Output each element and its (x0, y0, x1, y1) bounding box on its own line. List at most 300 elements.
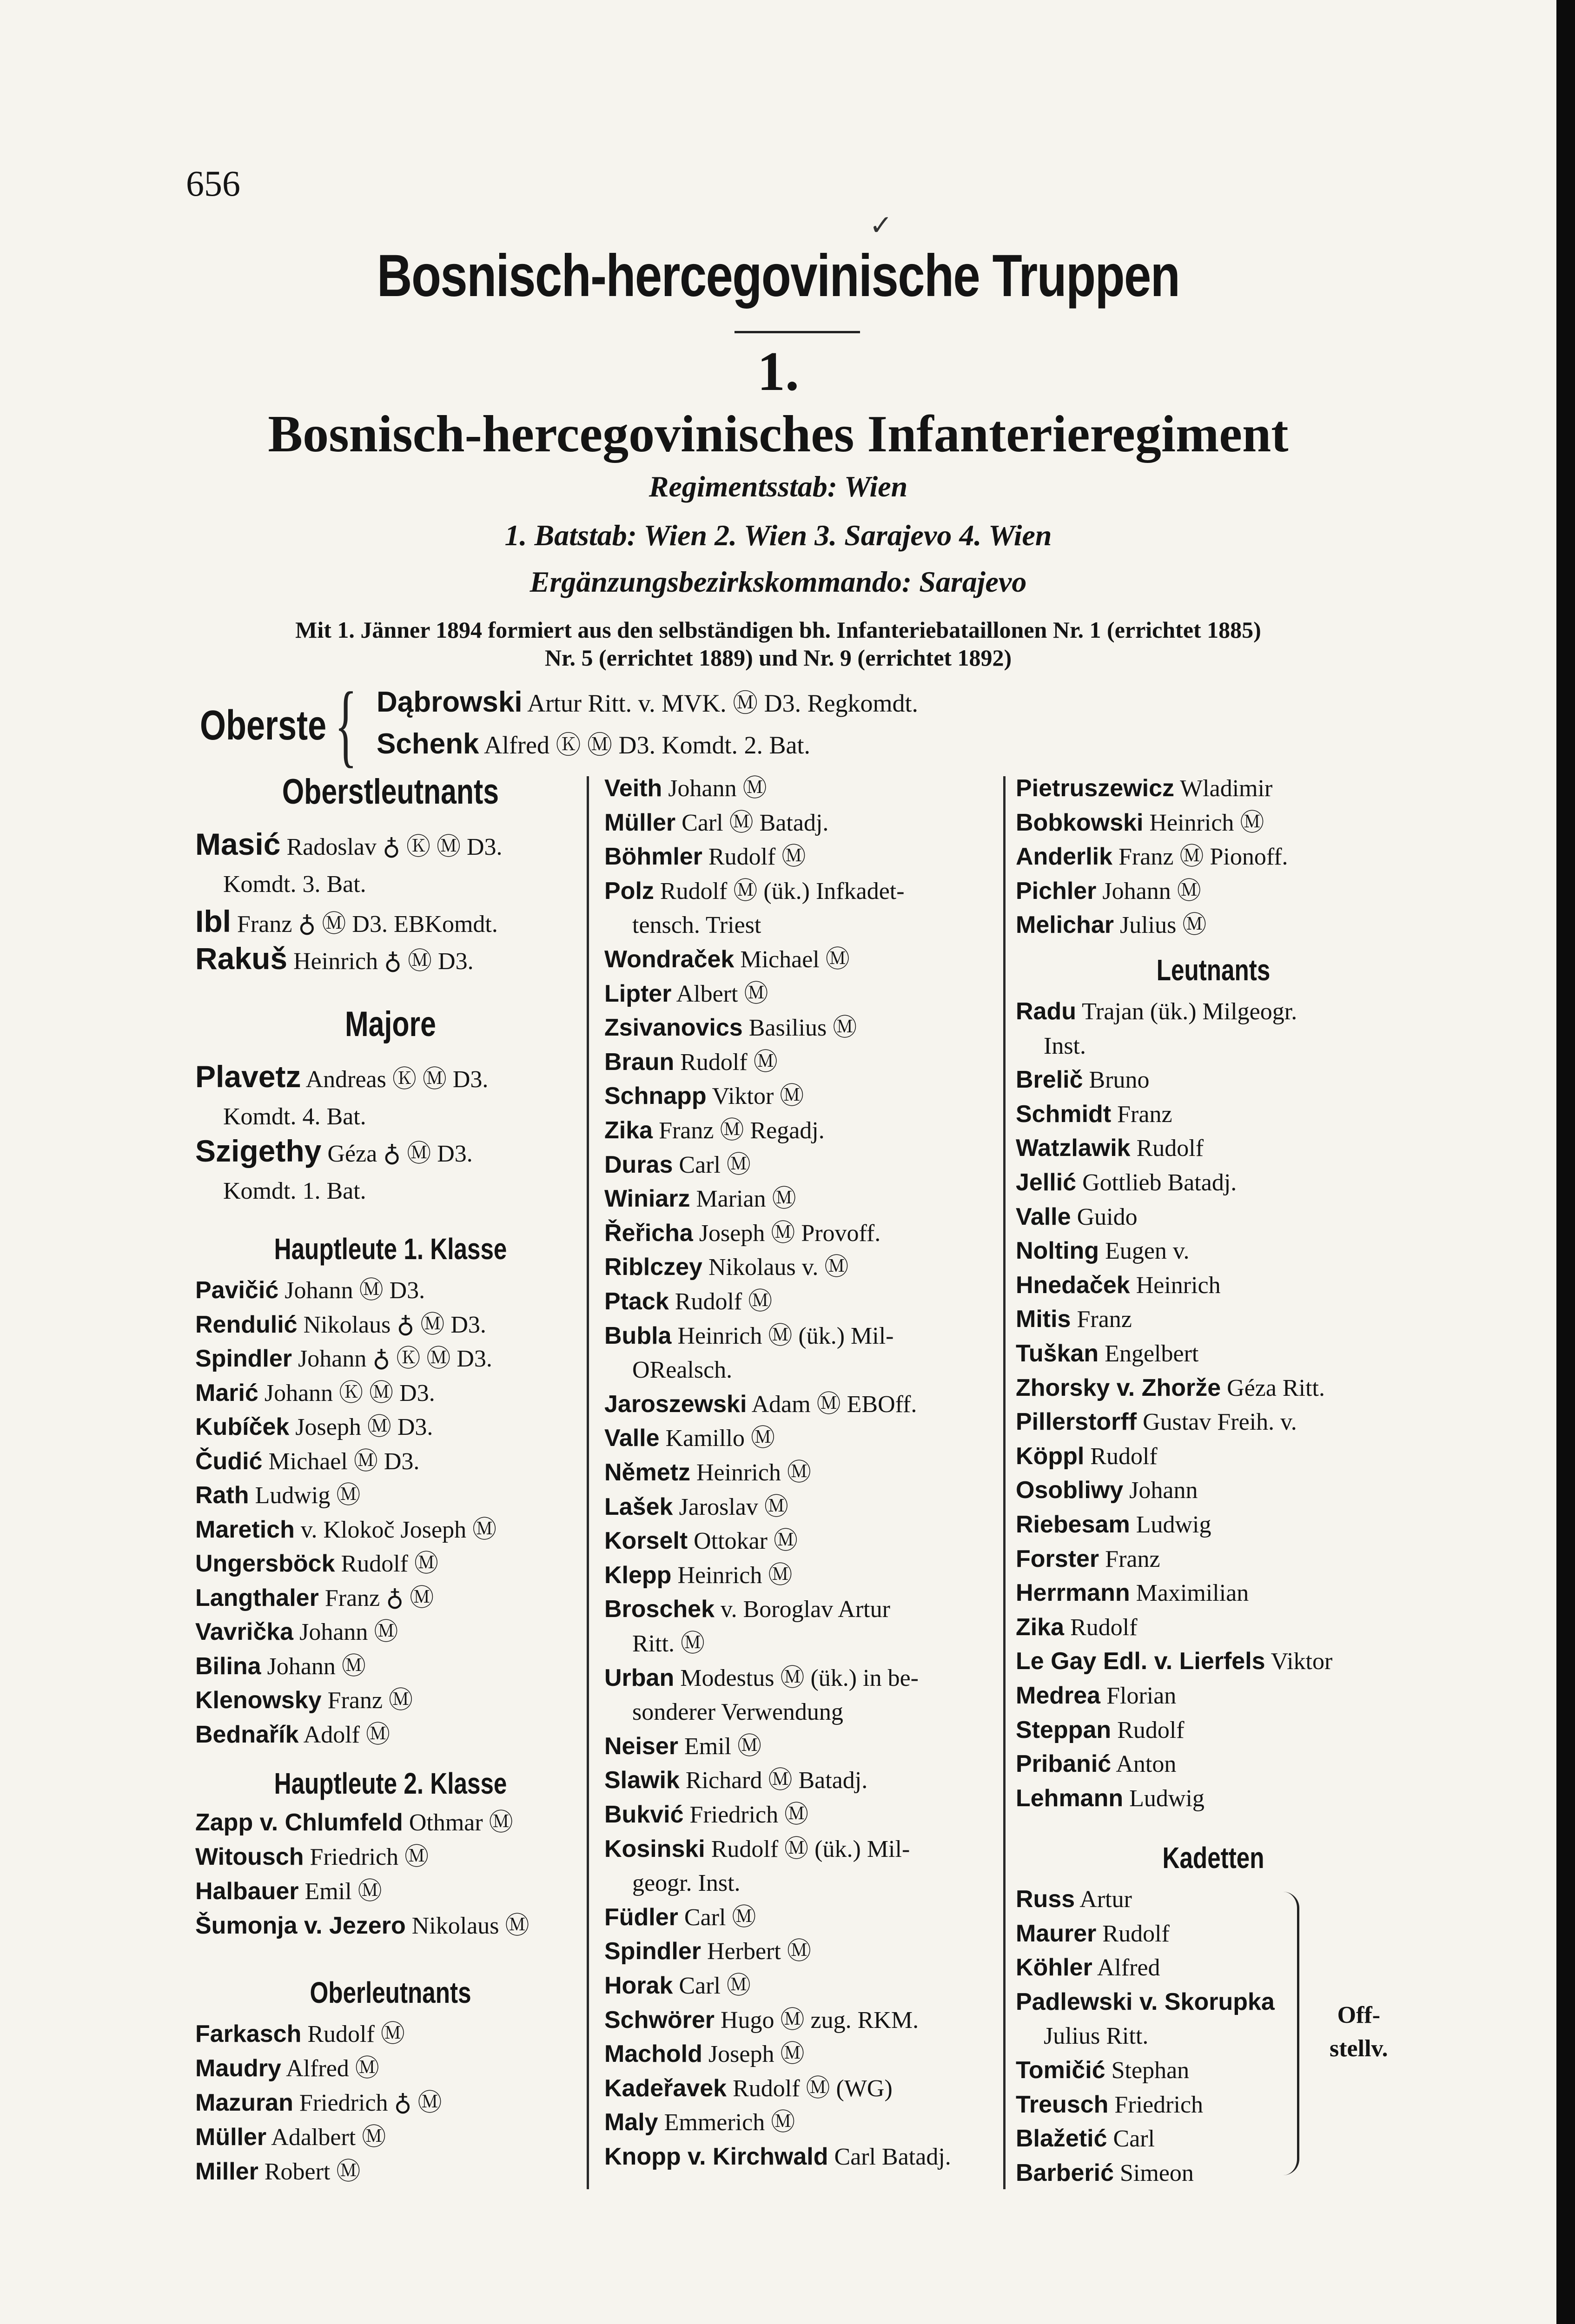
officer-name: Duras (604, 1151, 673, 1178)
officer-name: Pichler (1016, 877, 1097, 905)
officer-details: Johann Ⓚ Ⓜ D3. (264, 1380, 435, 1406)
officer-entry (632, 1353, 732, 1387)
officer-name: Bobkowski (1016, 809, 1144, 836)
officer-details: Gottlieb Batadj. (1082, 1169, 1237, 1196)
column-divider (1003, 776, 1006, 2189)
officer-name: Pavičić (195, 1277, 279, 1304)
officer-entry (1016, 1508, 1211, 1542)
officer-name: Schnapp (604, 1083, 707, 1110)
officer-entry (223, 865, 366, 901)
officer-entry (604, 2106, 795, 2139)
officer-details: Julius Ritt. (1044, 2023, 1149, 2050)
officer-entry (1016, 1097, 1172, 1131)
offstellv-line: stellv. (1330, 2035, 1388, 2062)
officer-name: Langthaler (195, 1584, 319, 1611)
officer-entry (195, 1342, 492, 1376)
officer-details: Rudolf Ⓜ (341, 1551, 438, 1577)
officer-details: Artur Ritt. v. MVK. Ⓜ D3. Regkomdt. (527, 689, 919, 717)
officer-details: Joseph Ⓜ (708, 2041, 805, 2068)
officer-name: Kadeřavek (604, 2074, 727, 2102)
officer-entry (1016, 908, 1206, 942)
officer-name: Urban (604, 1664, 675, 1691)
officer-name: Blažetić (1016, 2125, 1107, 2152)
officer-details: Rudolf Ⓜ (307, 2021, 405, 2047)
officer-details: Heinrich Ⓜ (ük.) Mil- (677, 1322, 894, 1349)
officer-name: Pribanić (1016, 1750, 1112, 1778)
officer-entry (1016, 1439, 1158, 1473)
officer-details: Rudolf Ⓜ (ük.) Infkadet- (660, 878, 905, 905)
officer-entry (1016, 1951, 1160, 1985)
officer-entry (604, 806, 828, 840)
officer-name: Zsivanovics (604, 1014, 743, 1042)
page-title: Bosnisch-hercegovinische Truppen (377, 243, 1180, 309)
officer-entry (1016, 1234, 1190, 1268)
officer-entry (195, 1650, 366, 1684)
officer-entry (604, 1934, 811, 1968)
officer-name: Neiser (604, 1732, 678, 1760)
officer-name: Ibl (195, 904, 231, 938)
officer-name: Tuškan (1016, 1340, 1099, 1367)
officer-entry (1016, 1917, 1170, 1951)
officer-entry (604, 1319, 893, 1353)
officer-name: Russ (1016, 1886, 1075, 1913)
officer-details: Florian (1106, 1683, 1177, 1709)
officer-entry (604, 1832, 910, 1866)
officer-details: Ludwig Ⓜ (255, 1482, 361, 1509)
officer-details: Bruno (1089, 1067, 1150, 1094)
officer-name: Böhmler (604, 843, 702, 871)
officer-details: Franz Ⓜ Regadj. (659, 1117, 825, 1144)
regiment-title: Bosnisch-hercegovinisches Infanterieregiment (268, 405, 1289, 463)
ergaenzungsbezirk: Ergänzungsbezirkskommando: Sarajevo (529, 565, 1027, 598)
officer-details: Friedrich ♁ Ⓜ (299, 2090, 442, 2116)
title-divider (735, 331, 860, 333)
officer-entry (604, 1387, 917, 1421)
officer-details: Johann Ⓜ (299, 1619, 398, 1645)
officer-details: Joseph Ⓜ D3. (295, 1414, 433, 1440)
officer-details: Michael Ⓜ D3. (268, 1448, 420, 1475)
officer-details: Stephan (1111, 2057, 1190, 2084)
officer-entry (632, 1866, 741, 1900)
officer-details: Friedrich Ⓜ (310, 1844, 429, 1870)
officer-name: Šumonja v. Jezero (195, 1912, 406, 1939)
officer-details: ORealsch. (632, 1357, 733, 1384)
officer-details: tensch. Triest (632, 912, 761, 939)
column-divider (587, 776, 589, 2189)
officer-name: Le Gay Edl. v. Lierfels (1016, 1648, 1265, 1675)
officer-entry (1016, 1782, 1204, 1816)
officer-entry (604, 2003, 919, 2037)
officer-name: Schenk (377, 728, 479, 760)
officer-entry (195, 1840, 429, 1874)
officer-entry (604, 1285, 772, 1319)
officer-entry (604, 1558, 792, 1592)
history-note-line-1: Mit 1. Jänner 1894 formiert aus den selbständigen bh. Infanteriebataillonen Nr. 1 (errichtet 1885) (295, 617, 1261, 643)
officer-entry (1016, 2156, 1194, 2190)
officer-details: Emil Ⓜ (684, 1733, 762, 1760)
officer-entry (1016, 2053, 1189, 2087)
officer-entry (195, 1718, 390, 1752)
officer-details: Heinrich Ⓜ (677, 1562, 793, 1589)
officer-name: Steppan (1016, 1716, 1112, 1743)
section-heading: Oberstleutnants (282, 772, 499, 812)
officer-entry (195, 905, 498, 941)
officer-entry (1016, 1747, 1176, 1781)
officer-entry (1016, 2088, 1203, 2122)
officer-details: Viktor (1271, 1648, 1333, 1675)
oberst-entry (377, 683, 918, 719)
officer-details: Ludwig (1136, 1512, 1211, 1538)
officer-details: Franz Ⓜ (327, 1687, 413, 1714)
officer-name: Szigethy (195, 1134, 322, 1168)
officer-details: Othmar Ⓜ (409, 1809, 513, 1836)
officer-details: Franz (1117, 1101, 1172, 1128)
officer-entry (604, 1421, 775, 1455)
officer-entry (1016, 1611, 1138, 1644)
officer-details: Wladimir (1180, 775, 1273, 802)
officer-name: Veith (604, 775, 662, 802)
officer-name: Lašek (604, 1493, 673, 1520)
officer-name: Osobliwy (1016, 1477, 1124, 1504)
officer-entry (604, 943, 850, 977)
officer-entry (604, 1079, 804, 1113)
officer-name: Machold (604, 2040, 702, 2068)
officer-name: Maretich (195, 1516, 295, 1543)
officer-details: Joseph Ⓜ Provoff. (699, 1220, 881, 1247)
officer-details: Ludwig (1129, 1785, 1204, 1812)
officer-entry (195, 2052, 379, 2086)
officer-details: Carl Ⓜ (684, 1904, 756, 1931)
officer-entry (195, 1308, 486, 1342)
officer-entry (632, 1627, 705, 1661)
officer-name: Maly (604, 2109, 658, 2136)
officer-entry (604, 1250, 848, 1284)
officer-name: Lipter (604, 980, 672, 1007)
section-heading: Hauptleute 1. Klasse (274, 1232, 507, 1266)
officer-name: Spindler (604, 1938, 701, 1965)
officer-details: Géza Ritt. (1227, 1374, 1325, 1401)
officer-entry (195, 1615, 398, 1649)
officer-details: Nikolaus Ⓜ (411, 1913, 529, 1939)
officer-name: Medrea (1016, 1682, 1101, 1709)
officer-name: Marić (195, 1379, 258, 1406)
officer-name: Watzlawik (1016, 1135, 1131, 1162)
officer-details: Rudolf (1070, 1614, 1138, 1641)
officer-name: Padlewski v. Skorupka (1016, 1988, 1275, 2015)
officer-entry (604, 1182, 796, 1216)
officer-name: Dąbrowski (377, 686, 523, 718)
officer-name: Rath (195, 1482, 249, 1509)
officer-details: Franz ♁ Ⓜ D3. EBKomdt. (237, 911, 498, 938)
officer-name: Barberić (1016, 2159, 1114, 2186)
officer-name: Knopp v. Kirchwald (604, 2143, 828, 2170)
officer-entry (1016, 1405, 1297, 1439)
officer-name: Maurer (1016, 1920, 1097, 1947)
officer-entry (604, 1730, 761, 1763)
officer-details: Heinrich Ⓜ (1149, 809, 1264, 836)
officer-name: Pillerstorff (1016, 1408, 1137, 1436)
officer-entry (1016, 1200, 1138, 1234)
officer-name: Mazuran (195, 2089, 293, 2116)
officer-details: Alfred (1097, 1954, 1160, 1981)
officer-entry (1016, 772, 1272, 805)
officer-name: Jaroszewski (604, 1390, 747, 1418)
officer-details: Maximilian (1136, 1580, 1249, 1607)
officer-details: Emil Ⓜ (304, 1878, 382, 1905)
officer-name: Plavetz (195, 1059, 301, 1094)
officer-entry (632, 908, 761, 942)
officer-entry (1016, 806, 1264, 840)
offstellv-label (1330, 1999, 1388, 2066)
officer-entry (1016, 1679, 1176, 1713)
officer-entry (195, 1274, 425, 1307)
officer-details: Carl Ⓜ (679, 1973, 751, 1999)
kadetten-brace (1283, 1892, 1299, 2175)
officer-details: Komdt. 1. Bat. (223, 1178, 366, 1204)
officer-name: Wondraček (604, 946, 735, 973)
officer-details: Artur (1079, 1886, 1132, 1913)
officer-name: Bukvić (604, 1801, 684, 1828)
officer-details: Franz ♁ Ⓜ (324, 1585, 434, 1611)
officer-name: Maudry (195, 2055, 281, 2082)
officer-entry (1016, 874, 1201, 908)
officer-details: Modestus Ⓜ (ük.) in be- (680, 1664, 919, 1691)
officer-entry (604, 977, 768, 1011)
officer-details: Heinrich (1136, 1272, 1221, 1299)
officer-details: Komdt. 4. Bat. (223, 1103, 366, 1130)
officer-entry (1016, 1985, 1275, 2019)
officer-entry (195, 2017, 405, 2051)
regiment-number: 1. (757, 340, 799, 402)
officer-name: Tomičić (1016, 2057, 1105, 2084)
corner-mark: ✓ (869, 210, 893, 241)
section-heading: Hauptleute 2. Klasse (274, 1767, 507, 1800)
officer-details: Ottokar Ⓜ (694, 1528, 798, 1555)
officer-details: Julius Ⓜ (1119, 912, 1207, 939)
officer-entry (632, 1695, 843, 1729)
officer-entry (195, 827, 503, 864)
officer-entry (1044, 2019, 1148, 2053)
officer-name: Masić (195, 827, 281, 861)
officer-details: Kamillo Ⓜ (665, 1425, 775, 1452)
section-heading: Oberleutnants (310, 1976, 471, 2009)
officer-details: Ritt. Ⓜ (632, 1631, 705, 1657)
officer-details: Michael Ⓜ (740, 946, 850, 973)
officer-name: Braun (604, 1048, 675, 1076)
officer-entry (1016, 840, 1288, 874)
officer-details: v. Boroglav Artur (721, 1596, 890, 1623)
officer-name: Řeřicha (604, 1219, 693, 1247)
page-number: 656 (186, 163, 240, 204)
officer-name: Korselt (604, 1527, 688, 1555)
officer-name: Horak (604, 1972, 673, 1999)
officer-entry (1016, 1131, 1204, 1165)
officer-name: Rendulić (195, 1311, 298, 1338)
officer-entry (195, 1513, 496, 1547)
officer-entry (195, 1060, 488, 1096)
section-heading: Kadetten (1162, 1841, 1264, 1875)
officer-details: Johann Ⓜ (668, 775, 767, 802)
officer-name: Schwörer (604, 2006, 715, 2034)
officer-name: Nolting (1016, 1237, 1099, 1265)
officer-entry (1016, 1473, 1198, 1507)
officer-name: Pietruszewicz (1016, 775, 1175, 802)
officer-name: Köhler (1016, 1954, 1092, 1981)
officer-details: Johann (1129, 1477, 1198, 1504)
officer-name: Halbauer (195, 1878, 299, 1905)
officer-entry (604, 1148, 751, 1182)
officer-name: Brelič (1016, 1066, 1083, 1094)
officer-entry (195, 1410, 433, 1444)
officer-details: Herbert Ⓜ (707, 1938, 811, 1965)
officer-details: Heinrich ♁ Ⓜ D3. (293, 948, 474, 975)
officer-name: Winiarz (604, 1185, 690, 1213)
officer-details: Trajan (ük.) Milgeogr. (1082, 998, 1297, 1025)
officer-name: Jellić (1016, 1169, 1077, 1196)
officer-details: sonderer Verwendung (632, 1699, 843, 1726)
officer-details: Franz (1105, 1545, 1160, 1572)
officer-details: Simeon (1120, 2159, 1194, 2186)
officer-details: Gustav Freih. v. (1143, 1409, 1297, 1436)
officer-name: Ptack (604, 1288, 669, 1315)
officer-details: Johann ♁ Ⓚ Ⓜ D3. (298, 1346, 492, 1372)
officer-details: Johann Ⓜ (267, 1653, 366, 1680)
officer-entry (195, 1376, 435, 1410)
officer-details: Rudolf Ⓜ (708, 844, 806, 871)
officer-details: geogr. Inst. (632, 1870, 741, 1897)
batstab: 1. Batstab: Wien 2. Wien 3. Sarajevo 4. Wien (504, 519, 1052, 552)
officer-entry (195, 1806, 513, 1840)
officer-entry (1016, 1268, 1221, 1302)
officer-details: Jaroslav Ⓜ (679, 1493, 788, 1520)
officer-entry (604, 1763, 867, 1797)
officer-entry (195, 1479, 360, 1512)
officer-name: Forster (1016, 1545, 1099, 1572)
officer-name: Füdler (604, 1903, 678, 1931)
officer-entry (604, 874, 905, 908)
officer-name: Ungersböck (195, 1550, 335, 1577)
officer-details: Guido (1077, 1203, 1138, 1230)
officer-name: Klenowsky (195, 1687, 322, 1714)
officer-name: Vavrička (195, 1618, 294, 1645)
officer-entry (604, 1798, 808, 1832)
officer-name: Herrmann (1016, 1579, 1130, 1607)
officer-entry (1016, 1302, 1132, 1336)
officer-entry (223, 1097, 366, 1134)
officer-details: Rudolf Ⓜ (680, 1049, 778, 1076)
officer-details: Basilius Ⓜ (748, 1015, 857, 1042)
officer-name: Valle (604, 1425, 660, 1452)
officer-details: Rudolf (1090, 1443, 1158, 1470)
officer-name: Radu (1016, 998, 1076, 1025)
officer-name: Valle (1016, 1203, 1071, 1230)
officer-entry (604, 1524, 798, 1558)
officer-entry (604, 1592, 890, 1626)
section-heading: Majore (345, 1004, 436, 1044)
officer-details: Anton (1116, 1751, 1177, 1778)
officer-details: Carl (1113, 2126, 1155, 2152)
officer-entry (604, 2140, 951, 2174)
officer-details: Friedrich Ⓜ (689, 1802, 809, 1828)
officer-entry (604, 1114, 825, 1148)
officer-details: Rudolf (1102, 1920, 1170, 1947)
officer-details: Robert Ⓜ (264, 2159, 361, 2185)
officer-name: Melichar (1016, 911, 1114, 939)
officer-name: Anderlik (1016, 843, 1113, 871)
officer-name: Rakuš (195, 941, 288, 976)
officer-entry (1016, 995, 1297, 1029)
officer-name: Lehmann (1016, 1784, 1124, 1812)
officer-entry (195, 1134, 473, 1171)
officer-details: Johann Ⓜ D3. (285, 1277, 425, 1304)
officer-name: Bubla (604, 1322, 672, 1349)
officer-name: Klepp (604, 1561, 672, 1589)
officer-name: Zhorsky v. Zhorže (1016, 1374, 1221, 1401)
officer-name: Zika (1016, 1613, 1065, 1641)
officer-entry (604, 1045, 778, 1079)
officer-name: Kubíček (195, 1413, 290, 1440)
officer-name: Zapp v. Chlumfeld (195, 1809, 403, 1836)
officer-details: Carl Batadj. (834, 2144, 951, 2170)
officer-name: Kosinski (604, 1835, 705, 1862)
officer-details: Inst. (1044, 1032, 1086, 1059)
officer-entry (195, 2120, 386, 2154)
officer-name: Köppl (1016, 1442, 1085, 1470)
officer-entry (604, 1011, 857, 1045)
officer-entry (1016, 1337, 1198, 1371)
officer-details: Nikolaus ♁ Ⓜ D3. (303, 1311, 486, 1338)
officer-entry (604, 1216, 880, 1250)
officer-details: Franz (1077, 1306, 1132, 1333)
officer-entry (1016, 1371, 1325, 1405)
officer-name: Čudić (195, 1447, 263, 1475)
oberste-brace: { (335, 673, 357, 776)
officer-details: Albert Ⓜ (676, 980, 768, 1007)
officer-entry (1016, 1882, 1132, 1916)
officer-entry (195, 1909, 529, 1943)
officer-entry (195, 1547, 438, 1581)
officer-name: Broschek (604, 1596, 715, 1623)
officer-entry (1016, 1644, 1332, 1678)
officer-details: Nikolaus v. Ⓜ (708, 1254, 849, 1281)
officer-entry (604, 2072, 893, 2106)
officer-entry (1016, 1063, 1150, 1097)
officer-details: Hugo Ⓜ zug. RKM. (720, 2007, 919, 2034)
officer-details: Radoslav ♁ Ⓚ Ⓜ D3. (286, 834, 503, 860)
officer-details: Carl Ⓜ (679, 1151, 751, 1178)
officer-name: Schmidt (1016, 1100, 1112, 1128)
officer-details: Johann Ⓜ (1102, 878, 1201, 905)
officer-details: Adalbert Ⓜ (271, 2124, 386, 2151)
officer-details: Carl Ⓜ Batadj. (682, 809, 829, 836)
officer-details: Richard Ⓜ Batadj. (685, 1767, 868, 1794)
officer-entry (195, 942, 474, 978)
officer-name: Miller (195, 2158, 258, 2185)
officer-entry (195, 1875, 382, 1908)
officer-entry (604, 1490, 788, 1524)
officer-name: Mitis (1016, 1306, 1071, 1333)
officer-entry (604, 1456, 811, 1490)
officer-name: Bilina (195, 1652, 261, 1680)
officer-details: Adam Ⓜ EBOff. (751, 1391, 917, 1418)
officer-entry (223, 1171, 366, 1208)
officer-entry (604, 1661, 919, 1695)
officer-details: Franz Ⓜ Pionoff. (1118, 844, 1288, 871)
officer-name: Müller (604, 809, 676, 836)
officer-name: Witousch (195, 1843, 304, 1870)
officer-details: Eugen v. (1105, 1238, 1190, 1265)
officer-entry (1016, 1166, 1237, 1200)
